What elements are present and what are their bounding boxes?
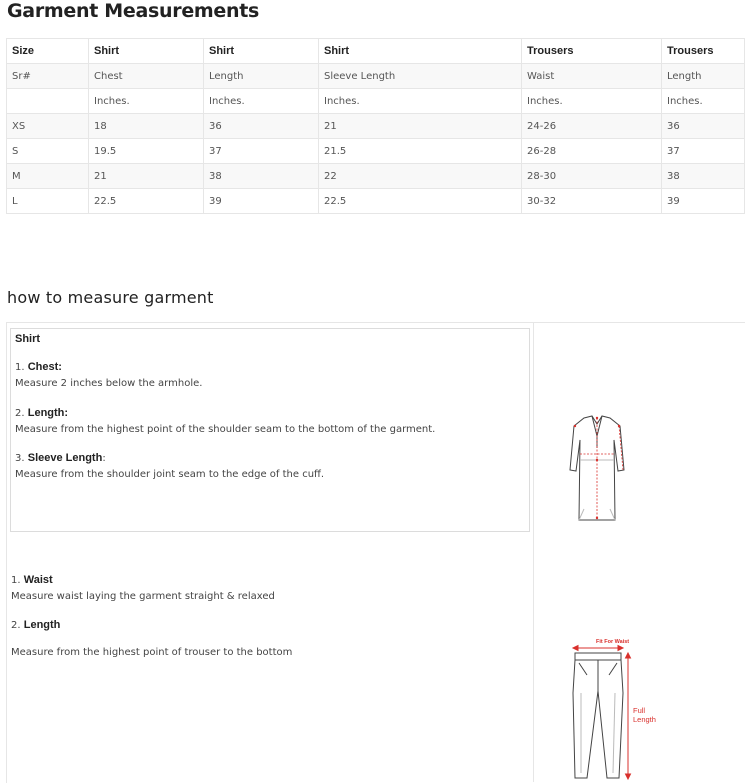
table-cell: XS [7,114,89,139]
table-cell: Waist [522,64,662,89]
instruction-text: Measure from the shoulder joint seam to the edge of the cuff. [15,469,325,480]
table-cell: Shirt [204,39,319,64]
instruction-heading: 2. Length [11,619,61,631]
instruction-text: Measure from the highest point of trouser to the bottom [11,647,293,658]
table-cell: 18 [89,114,204,139]
table-cell: 36 [204,114,319,139]
instruction-text: Measure 2 inches below the armhole. [15,378,203,389]
table-cell: L [7,189,89,214]
instruction-heading: 1. Chest: [15,361,62,373]
table-row [7,164,745,189]
table-cell: Chest [89,64,204,89]
table-cell: Shirt [89,39,204,64]
table-cell: Trousers [522,39,662,64]
table-cell: 37 [204,139,319,164]
table-cell: Sr# [7,64,89,89]
table-cell: S [7,139,89,164]
table-cell: Shirt [319,39,522,64]
table-cell: Inches. [89,89,204,114]
length-label: Length [633,715,656,724]
table-row [7,39,745,64]
table-cell: 28-30 [522,164,662,189]
table-cell: Length [204,64,319,89]
table-cell: Sleeve Length [319,64,522,89]
table-cell: 39 [662,189,745,214]
instruction-heading: 2. Length: [15,407,69,419]
table-cell: 22 [319,164,522,189]
table-row [7,64,745,89]
table-cell: 22.5 [319,189,522,214]
instruction-text: Measure from the highest point of the shoulder seam to the bottom of the garment. [15,424,436,435]
table-cell: Inches. [662,89,745,114]
waist-label: Fit For Waist [596,639,630,645]
page-title: Garment Measurements [7,0,260,22]
table-cell: M [7,164,89,189]
table-cell: 19.5 [89,139,204,164]
table-cell: Inches. [204,89,319,114]
table-cell: Trousers [662,39,745,64]
trousers-illustration [565,633,665,782]
instruction-text: Measure waist laying the garment straight & relaxed [11,591,275,602]
table-row [7,139,745,164]
instruction-heading: 3. Sleeve Length: [15,452,106,464]
column-divider [533,322,534,782]
instruction-heading: 1. Waist [11,574,53,586]
full-label: Full [633,706,646,715]
shirt-illustration [562,414,632,524]
table-cell: 38 [662,164,745,189]
table-cell: 21 [319,114,522,139]
table-row [7,89,745,114]
table-cell: Size [7,39,89,64]
table-cell: 21.5 [319,139,522,164]
shirt-guide-title: Shirt [15,333,41,345]
table-cell: 21 [89,164,204,189]
table-row [7,114,745,139]
table-cell: 39 [204,189,319,214]
table-cell: 38 [204,164,319,189]
table-cell: Length [662,64,745,89]
table-cell: 22.5 [89,189,204,214]
table-cell: Inches. [522,89,662,114]
table-cell: 26-28 [522,139,662,164]
table-cell: 36 [662,114,745,139]
table-row [7,189,745,214]
size-table [6,38,745,214]
table-cell: 24-26 [522,114,662,139]
table-cell: Inches. [319,89,522,114]
table-cell [7,89,89,114]
table-cell: 30-32 [522,189,662,214]
table-cell: 37 [662,139,745,164]
section-heading: how to measure garment [7,288,214,307]
